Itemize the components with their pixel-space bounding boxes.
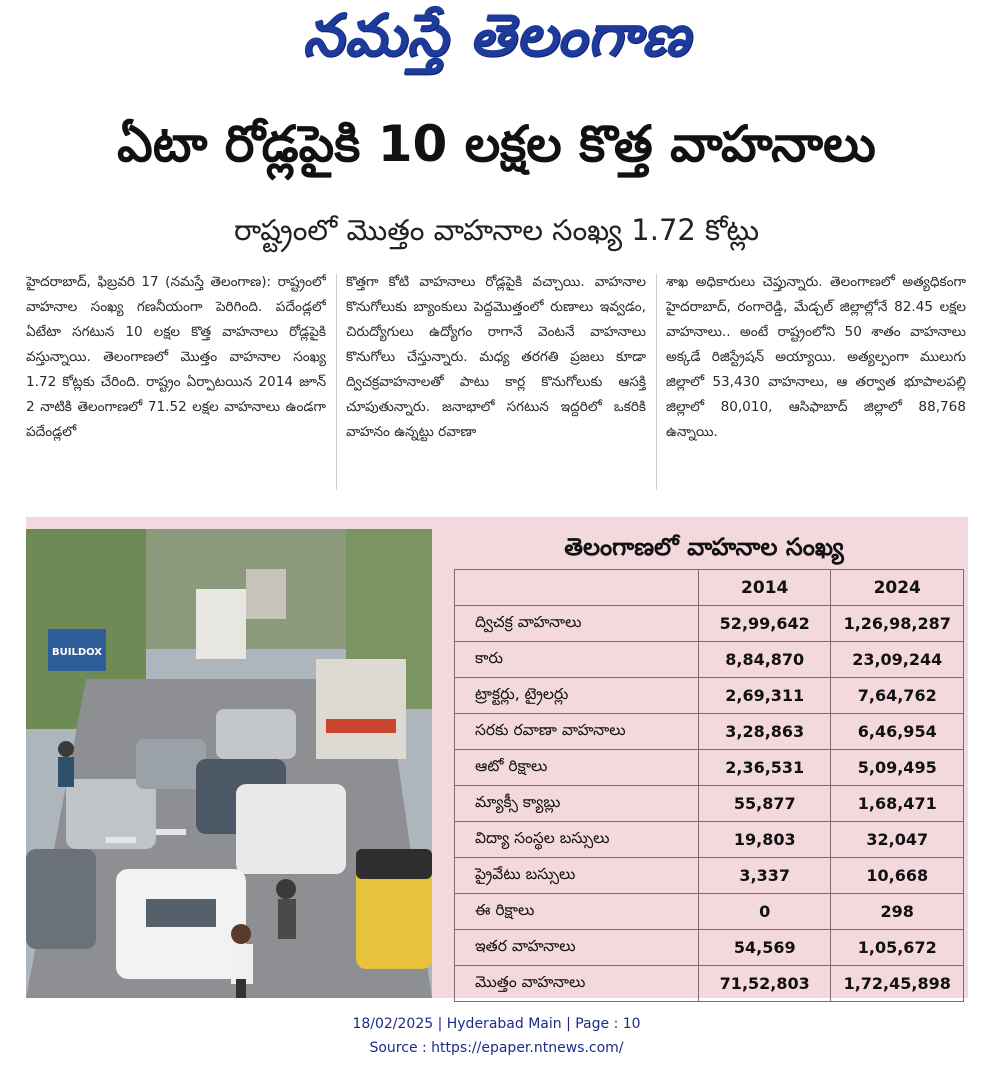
row-value-2024: 1,05,672: [831, 930, 964, 966]
header-2024: 2024: [831, 570, 964, 606]
subheadline: రాష్ట్రంలో మొత్తం వాహనాల సంఖ్య 1.72 కోట్లు: [234, 213, 759, 247]
table-row: [455, 822, 964, 858]
row-value-2024: 1,72,45,898: [831, 966, 964, 1002]
header-2014: 2014: [698, 570, 831, 606]
row-value-2014: 2,36,531: [698, 750, 831, 786]
infographic-panel: [26, 517, 968, 998]
row-label: ద్విచక్ర వాహనాలు: [455, 606, 699, 642]
table-row: [455, 930, 964, 966]
row-value-2024: 23,09,244: [831, 642, 964, 678]
header-blank: [455, 570, 699, 606]
column-divider: [336, 274, 337, 490]
row-value-2014: 71,52,803: [698, 966, 831, 1002]
table-row: [455, 786, 964, 822]
row-value-2024: 10,668: [831, 858, 964, 894]
article-column-3: శాఖ అధికారులు చెప్తున్నారు. తెలంగాణలో అత్యధికంగా హైదరాబాద్, రంగారెడ్డి, మేడ్చల్ జిల్లాల్లోనే 82.45 లక్షల వాహనాలు.. అంటే రాష్ట్రంలోని 50 శాతం వాహనాలు అక్కడే రిజిస్ట్రేషన్ అయ్యాయి. అత్యల్పంగా ములుగు జిల్లాలో 53,430 వాహనాలు, ఆ తర్వాత భూపాలపల్లి జిల్లాలో 80,010, ఆసిఫాబాద్ జిల్లాలో 88,768 ఉన్నాయి.: [666, 274, 966, 440]
table-row: [455, 894, 964, 930]
row-value-2024: 298: [831, 894, 964, 930]
row-value-2014: 52,99,642: [698, 606, 831, 642]
row-label: మొత్తం వాహనాలు: [455, 966, 699, 1002]
row-label: మ్యాక్సీ క్యాబ్లు: [455, 786, 699, 822]
row-label: విద్యా సంస్థల బస్సులు: [455, 822, 699, 858]
table-row: [455, 750, 964, 786]
masthead-title: నమస్తే తెలంగాణ: [302, 1, 691, 69]
row-label: ఇతర వాహనాలు: [455, 930, 699, 966]
headline: ఏటా రోడ్లపైకి 10 లక్షల కొత్త వాహనాలు: [117, 115, 876, 173]
row-value-2014: 3,28,863: [698, 714, 831, 750]
row-value-2024: 6,46,954: [831, 714, 964, 750]
table-title: తెలంగాణలో వాహనాల సంఖ్య: [564, 533, 844, 561]
table-row: [455, 606, 964, 642]
row-value-2014: 19,803: [698, 822, 831, 858]
article-column-1: హైదరాబాద్, ఫిబ్రవరి 17 (నమస్తే తెలంగాణ): రాష్ట్రంలో వాహనాల సంఖ్య గణనీయంగా పెరిగింది. పదేండ్లలో ఏటేటా సగటున 10 లక్షల కొత్త వాహనాలు రోడ్లపైకి వస్తున్నాయి. తెలంగాణలో మొత్తం వాహనాల సంఖ్య 1.72 కోట్లకు చేరింది. రాష్ట్రం ఏర్పాటయిన 2014 జూన్ 2 నాటికి తెలంగాణలో 71.52 లక్షల వాహనాలు ఉండగా పదేండ్లలో: [26, 274, 326, 440]
table-row: [455, 678, 964, 714]
row-value-2024: 32,047: [831, 822, 964, 858]
footer-date-line: 18/02/2025 | Hyderabad Main | Page : 10: [352, 1016, 641, 1032]
row-label: ఈ రిక్షాలు: [455, 894, 699, 930]
row-value-2014: 2,69,311: [698, 678, 831, 714]
photo-sign-text: BUILDOX: [52, 647, 102, 658]
row-label: సరకు రవాణా వాహనాలు: [455, 714, 699, 750]
row-value-2024: 7,64,762: [831, 678, 964, 714]
row-value-2014: 55,877: [698, 786, 831, 822]
row-label: ప్రైవేటు బస్సులు: [455, 858, 699, 894]
table-row: [455, 714, 964, 750]
table-row: [455, 642, 964, 678]
row-label: కారు: [455, 642, 699, 678]
row-value-2014: 3,337: [698, 858, 831, 894]
table-row: [455, 858, 964, 894]
vehicle-count-table: [454, 569, 964, 1002]
article-column-2: కొత్తగా కోటి వాహనాలు రోడ్లపైకి వచ్చాయి. వాహనాల కొనుగోలుకు బ్యాంకులు పెద్దమొత్తంలో రుణాలు ఇవ్వడం, చిరుద్యోగులు ఉద్యోగం రాగానే వెంటనే వాహనాలు కొనుగోలు చేస్తున్నారు. మధ్య తరగతి ప్రజలు కూడా ద్విచక్రవాహనాలతో పాటు కార్ల కొనుగోలుకు ఆసక్తి చూపుతున్నారు. జనాభాలో సగటున ఇద్దరిలో ఒకరికి వాహనం ఉన్నట్టు రవాణా: [346, 274, 646, 440]
footer-source-link[interactable]: Source : https://epaper.ntnews.com/: [369, 1040, 624, 1056]
row-value-2024: 1,26,98,287: [831, 606, 964, 642]
row-value-2014: 8,84,870: [698, 642, 831, 678]
column-divider: [656, 274, 657, 490]
article-body: [26, 270, 968, 498]
traffic-photo: [26, 529, 432, 998]
row-label: ఆటో రిక్షాలు: [455, 750, 699, 786]
row-value-2014: 54,569: [698, 930, 831, 966]
row-label: ట్రాక్టర్లు, ట్రైలర్లు: [455, 678, 699, 714]
masthead-logo: [0, 0, 993, 85]
row-value-2024: 5,09,495: [831, 750, 964, 786]
table-total-row: [455, 966, 964, 1002]
row-value-2014: 0: [698, 894, 831, 930]
table-header-row: [455, 570, 964, 606]
row-value-2024: 1,68,471: [831, 786, 964, 822]
